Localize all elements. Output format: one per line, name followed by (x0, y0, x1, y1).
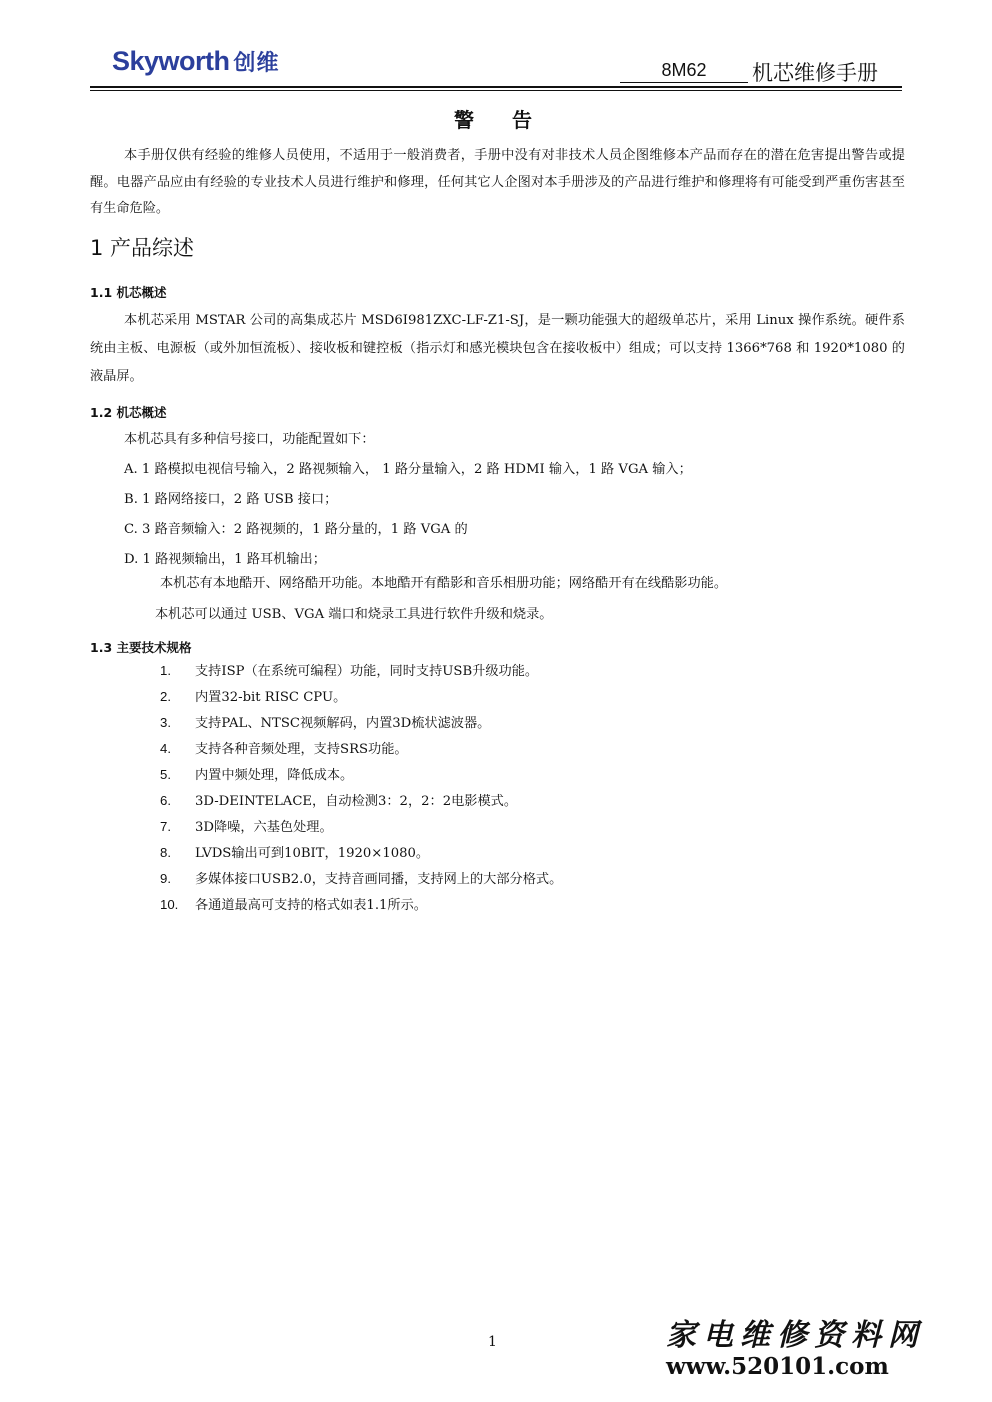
skyworth-logo (112, 46, 280, 77)
spec-item: 9. 多媒体接口USB2.0，支持音画同播，支持网上的大部分格式。 (160, 871, 563, 887)
section-1-2-title: 1.2 机芯概述 (90, 405, 167, 420)
section-1-3-title: 1.3 主要技术规格 (90, 640, 192, 655)
warning-body: 本手册仅供有经验的维修人员使用，不适用于一般消费者，手册中没有对非技术人员企图维修本产品而存在的潜在危害提出警告或提醒。电器产品应由有经验的专业技术人员进行维护和修理，任何其它人企图对本手册涉及的产品进行维护和修理将有可能受到严重伤害甚至有生命危险。 (90, 148, 905, 216)
warning-title: 警告 (454, 108, 570, 132)
header-rule-thick (90, 86, 902, 88)
section-1-2-note-cool: 本机芯有本地酷开、网络酷开功能。本地酷开有酷影和音乐相册功能；网络酷开有在线酷影功能。 (160, 576, 728, 591)
header-manual-title: 机芯维修手册 (752, 61, 878, 85)
header-model: 8M62 (620, 60, 748, 83)
page-number: 1 (488, 1334, 497, 1350)
watermark-site-name: 家电维修资料网 (666, 1318, 925, 1353)
spec-item: 7. 3D降噪，六基色处理。 (160, 819, 333, 835)
spec-item: 10. 各通道最高可支持的格式如表1.1所示。 (160, 897, 427, 913)
section-1-2-note-upgrade: 本机芯可以通过 USB、VGA 端口和烧录工具进行软件升级和烧录。 (155, 607, 553, 622)
spec-item: 3. 支持PAL、NTSC视频解码，内置3D梳状滤波器。 (160, 715, 491, 731)
section-1-title: 1 产品综述 (90, 236, 195, 260)
spec-item: 1. 支持ISP（在系统可编程）功能，同时支持USB升级功能。 (160, 663, 539, 679)
logo-brand-cn: 创维 (233, 50, 280, 75)
spec-item: 4. 支持各种音频处理，支持SRS功能。 (160, 741, 408, 757)
section-1-1-title: 1.1 机芯概述 (90, 285, 167, 300)
section-1-1-body: 本机芯采用 MSTAR 公司的高集成芯片 MSD6I981ZXC-LF-Z1-SJ，是一颗功能强大的超级单芯片，采用 Linux 操作系统。硬件系统由主板、电源板（或外加恒流板）、接收板和键控板（指示灯和感光模块包含在接收板中）组成；可以支持 1366*768 和 1920*1080 的液晶屏。 (90, 313, 905, 384)
spec-item: 2. 内置32-bit RISC CPU。 (160, 689, 347, 705)
spec-item: 6. 3D-DEINTELACE，自动检测3：2，2：2电影模式。 (160, 793, 518, 809)
header-rule-thin (90, 90, 902, 91)
interface-item-d: D. 1 路视频输出，1 路耳机输出； (124, 552, 326, 567)
spec-item: 8. LVDS输出可到10BIT，1920×1080。 (160, 845, 430, 861)
watermark-url: www.520101.com (666, 1353, 889, 1380)
interface-item-c: C. 3 路音频输入：2 路视频的，1 路分量的，1 路 VGA 的 (124, 522, 468, 537)
interface-item-a: A. 1 路模拟电视信号输入，2 路视频输入， 1 路分量输入，2 路 HDMI 输入，1 路 VGA 输入； (124, 462, 692, 477)
section-1-2-intro: 本机芯具有多种信号接口，功能配置如下： (124, 432, 375, 447)
spec-item: 5. 内置中频处理，降低成本。 (160, 767, 354, 783)
interface-item-b: B. 1 路网络接口，2 路 USB 接口； (124, 492, 338, 507)
logo-brand: Skyworth (112, 46, 230, 76)
